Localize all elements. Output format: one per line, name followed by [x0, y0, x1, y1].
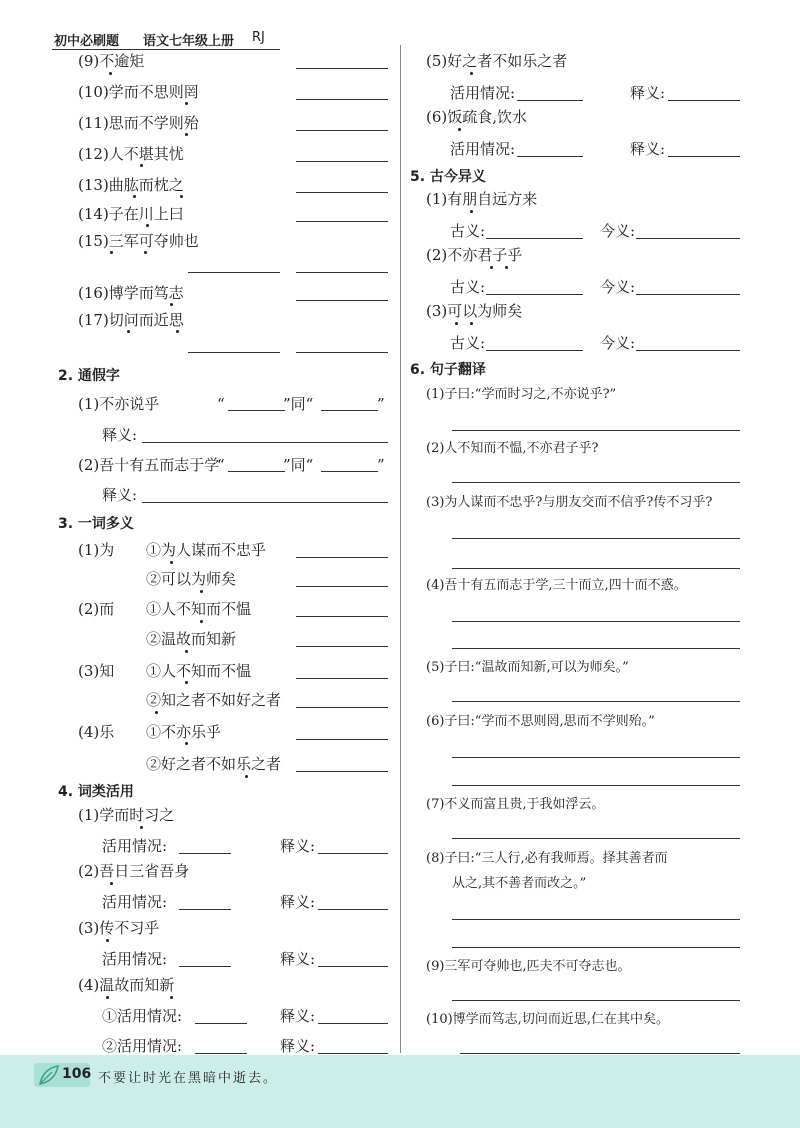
polysemy-sentence: ②知之者不如好之者: [146, 691, 282, 709]
emphasis-dot: [106, 939, 109, 942]
usage-label: ①活用情况:: [102, 1007, 183, 1025]
footer-motto: 不要让时光在黑暗中逝去。: [98, 1071, 279, 1086]
quote-mark: ”: [377, 456, 385, 474]
answer-blank[interactable]: [296, 352, 388, 353]
page-number: 106: [62, 1066, 92, 1082]
header-rule: [52, 49, 280, 50]
polysemy-sentence: ①人不知而不愠: [146, 600, 252, 618]
list-item: (3)可以为师矣: [426, 302, 523, 320]
meaning-label: 释义:: [280, 950, 316, 968]
emphasis-dot: [200, 590, 203, 593]
same-as-label: ”同“: [283, 395, 314, 413]
answer-blank[interactable]: [452, 621, 740, 622]
answer-blank[interactable]: [636, 294, 740, 295]
answer-blank[interactable]: [228, 410, 285, 411]
meaning-label: 释义:: [102, 486, 138, 504]
emphasis-dot: [470, 322, 473, 325]
header-series: 初中必刷题: [54, 34, 120, 49]
emphasis-dot: [505, 266, 508, 269]
emphasis-dot: [245, 775, 248, 778]
list-item: (16)博学而笃志: [78, 284, 184, 302]
list-item: (10)学而不思则罔: [78, 83, 199, 101]
polysemy-word: (2)而: [78, 600, 115, 618]
footer-band: [0, 1055, 800, 1128]
answer-blank[interactable]: [668, 100, 740, 101]
emphasis-dot: [155, 711, 158, 714]
answer-blank[interactable]: [228, 471, 285, 472]
meaning-label: 释义:: [630, 140, 666, 158]
answer-blank[interactable]: [452, 947, 740, 948]
answer-blank[interactable]: [452, 838, 740, 839]
polysemy-sentence: ①人不知而不愠: [146, 662, 252, 680]
quote-mark: “: [217, 456, 225, 474]
answer-blank[interactable]: [296, 221, 388, 222]
answer-blank[interactable]: [296, 161, 388, 162]
answer-blank[interactable]: [296, 68, 388, 69]
answer-blank[interactable]: [486, 294, 583, 295]
emphasis-dot: [200, 620, 203, 623]
answer-blank[interactable]: [460, 1053, 740, 1054]
emphasis-dot: [185, 681, 188, 684]
answer-blank[interactable]: [318, 1023, 388, 1024]
list-item: (3)传不习乎: [78, 919, 160, 937]
answer-blank[interactable]: [486, 238, 583, 239]
header-subject: 语文七年级上册: [143, 34, 235, 49]
quote-mark: “: [217, 395, 225, 413]
answer-blank[interactable]: [452, 785, 740, 786]
emphasis-dot: [110, 882, 113, 885]
list-item: (9)不逾矩: [78, 52, 145, 70]
old-meaning-label: 古义:: [450, 334, 486, 352]
answer-blank[interactable]: [318, 966, 388, 967]
answer-blank[interactable]: [188, 272, 280, 273]
polysemy-sentence: ②可以为师矣: [146, 570, 237, 588]
list-item: (6)饭疏食,饮水: [426, 108, 528, 126]
polysemy-word: (3)知: [78, 662, 115, 680]
answer-blank[interactable]: [318, 909, 388, 910]
answer-blank[interactable]: [452, 538, 740, 539]
answer-blank[interactable]: [142, 502, 388, 503]
section-title: 3. 一词多义: [58, 516, 134, 532]
translation-sentence: (6)子曰:“学而不思则罔,思而不学则殆。”: [426, 714, 655, 729]
polysemy-sentence: ②温故而知新: [146, 630, 237, 648]
translation-sentence: 从之,其不善者而改之。”: [452, 876, 587, 891]
answer-blank[interactable]: [195, 1053, 247, 1054]
emphasis-dot: [185, 650, 188, 653]
emphasis-dot: [470, 210, 473, 213]
usage-label: 活用情况:: [102, 950, 168, 968]
answer-blank[interactable]: [321, 471, 378, 472]
answer-blank[interactable]: [179, 966, 231, 967]
polysemy-sentence: ①为人谋而不忠乎: [146, 541, 267, 559]
list-item: (1)有朋自远方来: [426, 190, 538, 208]
answer-blank[interactable]: [296, 586, 388, 587]
list-item: (1)学而时习之: [78, 806, 175, 824]
answer-blank[interactable]: [296, 99, 388, 100]
answer-blank[interactable]: [296, 678, 388, 679]
answer-blank[interactable]: [195, 1023, 247, 1024]
answer-blank[interactable]: [636, 238, 740, 239]
emphasis-dot: [455, 322, 458, 325]
new-meaning-label: 今义:: [600, 222, 636, 240]
list-item: (15)三军可夺帅也: [78, 232, 199, 250]
emphasis-dot: [146, 224, 149, 227]
usage-label: 活用情况:: [102, 837, 168, 855]
emphasis-dot: [140, 826, 143, 829]
translation-sentence: (4)吾十有五而志于学,三十而立,四十而不惑。: [426, 578, 687, 593]
answer-blank[interactable]: [668, 156, 740, 157]
answer-blank[interactable]: [452, 919, 740, 920]
list-item: (2)吾十有五而志于学: [78, 456, 220, 474]
list-item: (2)不亦君子乎: [426, 246, 523, 264]
emphasis-dot: [185, 742, 188, 745]
emphasis-dot: [470, 72, 473, 75]
leaf-icon: [36, 1062, 62, 1088]
emphasis-dot: [185, 133, 188, 136]
answer-blank[interactable]: [517, 100, 583, 101]
list-item: (5)好之者不如乐之者: [426, 52, 568, 70]
translation-sentence: (8)子曰:“三人行,必有我师焉。择其善者而: [426, 851, 668, 866]
polysemy-sentence: ②好之者不如乐之者: [146, 755, 282, 773]
column-divider: [400, 45, 401, 1053]
polysemy-word: (1)为: [78, 541, 115, 559]
answer-blank[interactable]: [296, 557, 388, 558]
answer-blank[interactable]: [452, 1000, 740, 1001]
answer-blank[interactable]: [188, 352, 280, 353]
list-item: (13)曲肱而枕之: [78, 176, 184, 194]
answer-blank[interactable]: [321, 410, 378, 411]
same-as-label: ”同“: [283, 456, 314, 474]
usage-label: 活用情况:: [450, 84, 516, 102]
answer-blank[interactable]: [142, 442, 388, 443]
translation-sentence: (1)子曰:“学而时习之,不亦说乎?”: [426, 387, 617, 402]
answer-blank[interactable]: [452, 648, 740, 649]
answer-blank[interactable]: [452, 430, 740, 431]
list-item: (1)不亦说乎: [78, 395, 160, 413]
new-meaning-label: 今义:: [600, 278, 636, 296]
section-title: 4. 词类活用: [58, 784, 134, 800]
answer-blank[interactable]: [179, 909, 231, 910]
emphasis-dot: [176, 330, 179, 333]
answer-blank[interactable]: [296, 646, 388, 647]
emphasis-dot: [140, 164, 143, 167]
meaning-label: 释义:: [280, 837, 316, 855]
emphasis-dot: [170, 303, 173, 306]
translation-sentence: (7)不义而富且贵,于我如浮云。: [426, 797, 605, 812]
section-title: 6. 句子翻译: [410, 362, 486, 378]
list-item: (17)切问而近思: [78, 311, 184, 329]
usage-label: 活用情况:: [102, 893, 168, 911]
answer-blank[interactable]: [296, 616, 388, 617]
answer-blank[interactable]: [296, 707, 388, 708]
translation-sentence: (9)三军可夺帅也,匹夫不可夺志也。: [426, 959, 631, 974]
old-meaning-label: 古义:: [450, 222, 486, 240]
meaning-label: 释义:: [102, 426, 138, 444]
new-meaning-label: 今义:: [600, 334, 636, 352]
emphasis-dot: [458, 128, 461, 131]
answer-blank[interactable]: [296, 192, 388, 193]
answer-blank[interactable]: [486, 350, 583, 351]
emphasis-dot: [133, 195, 136, 198]
list-item: (14)子在川上曰: [78, 205, 184, 223]
meaning-label: 释义:: [280, 893, 316, 911]
answer-blank[interactable]: [452, 757, 740, 758]
emphasis-dot: [127, 330, 130, 333]
answer-blank[interactable]: [179, 853, 231, 854]
section-title: 5. 古今异义: [410, 169, 486, 185]
usage-label: ②活用情况:: [102, 1037, 183, 1055]
answer-blank[interactable]: [452, 701, 740, 702]
emphasis-dot: [109, 72, 112, 75]
header-edition: RJ: [252, 30, 265, 45]
answer-blank[interactable]: [452, 482, 740, 483]
answer-blank[interactable]: [296, 272, 388, 273]
list-item: (12)人不堪其忧: [78, 145, 184, 163]
answer-blank[interactable]: [318, 1053, 388, 1054]
emphasis-dot: [185, 102, 188, 105]
list-item: (11)思而不学则殆: [78, 114, 199, 132]
answer-blank[interactable]: [296, 130, 388, 131]
translation-sentence: (5)子曰:“温故而知新,可以为师矣。”: [426, 660, 629, 675]
meaning-label: 释义:: [630, 84, 666, 102]
meaning-label: 释义:: [280, 1037, 316, 1055]
answer-blank[interactable]: [296, 739, 388, 740]
translation-sentence: (3)为人谋而不忠乎?与朋友交而不信乎?传不习乎?: [426, 495, 713, 510]
translation-sentence: (2)人不知而不愠,不亦君子乎?: [426, 441, 599, 456]
emphasis-dot: [170, 561, 173, 564]
emphasis-dot: [490, 266, 493, 269]
emphasis-dot: [180, 195, 183, 198]
section-title: 2. 通假字: [58, 368, 120, 384]
answer-blank[interactable]: [517, 156, 583, 157]
answer-blank[interactable]: [636, 350, 740, 351]
answer-blank[interactable]: [452, 568, 740, 569]
answer-blank[interactable]: [318, 853, 388, 854]
old-meaning-label: 古义:: [450, 278, 486, 296]
quote-mark: ”: [377, 395, 385, 413]
answer-blank[interactable]: [296, 771, 388, 772]
emphasis-dot: [106, 996, 109, 999]
meaning-label: 释义:: [280, 1007, 316, 1025]
usage-label: 活用情况:: [450, 140, 516, 158]
emphasis-dot: [110, 251, 113, 254]
list-item: (4)温故而知新: [78, 976, 175, 994]
translation-sentence: (10)博学而笃志,切问而近思,仁在其中矣。: [426, 1012, 669, 1027]
answer-blank[interactable]: [296, 300, 388, 301]
list-item: (2)吾日三省吾身: [78, 862, 190, 880]
polysemy-sentence: ①不亦乐乎: [146, 723, 222, 741]
emphasis-dot: [170, 996, 173, 999]
polysemy-word: (4)乐: [78, 723, 115, 741]
emphasis-dot: [144, 251, 147, 254]
